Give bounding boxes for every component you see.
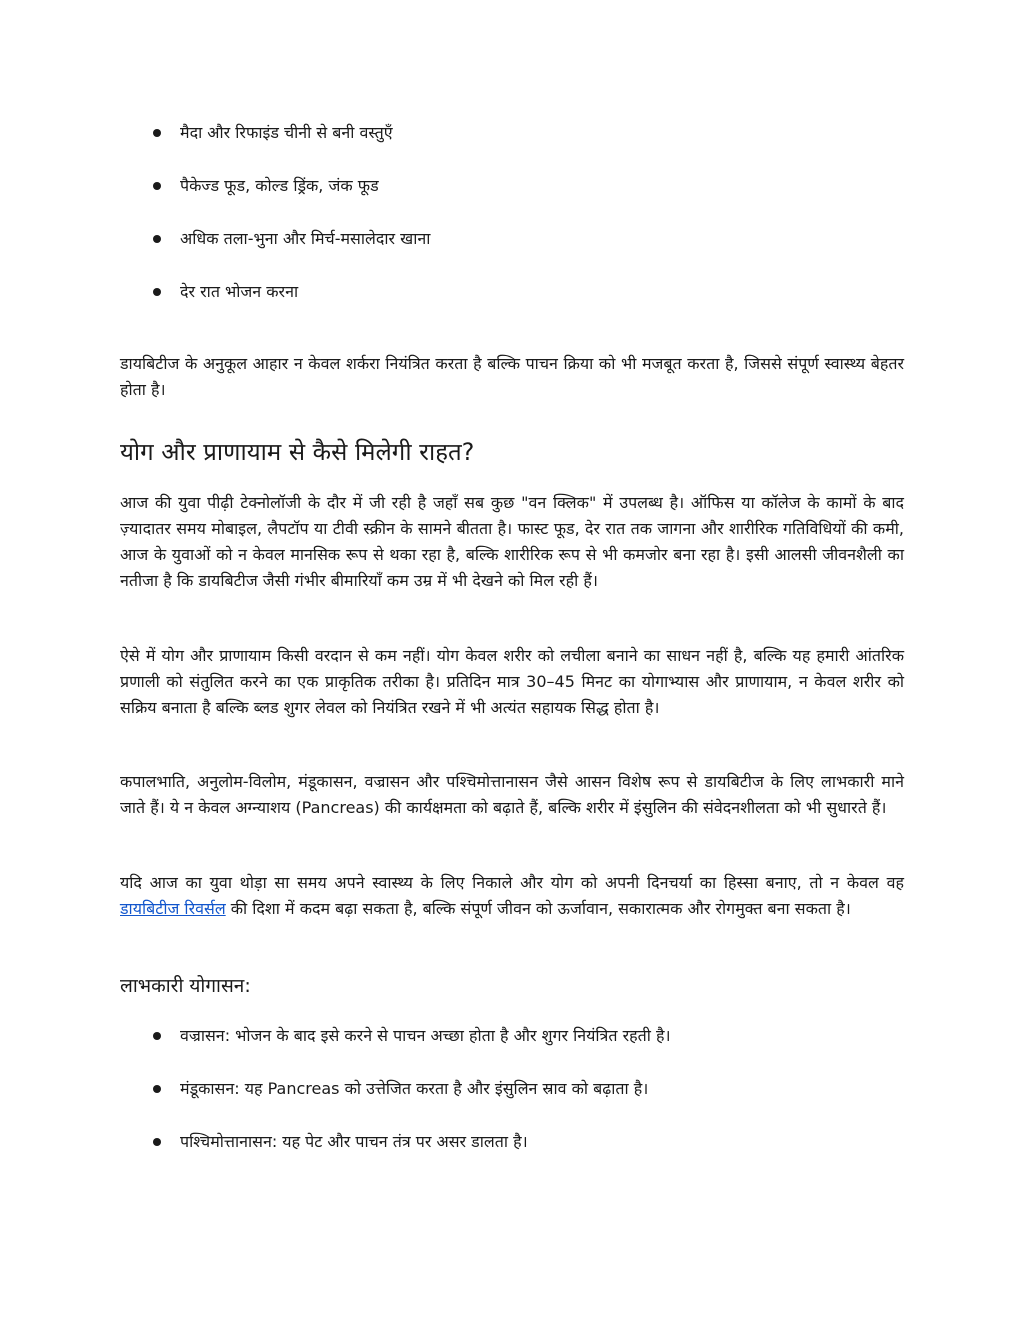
list-item-text: देर रात भोजन करना bbox=[180, 282, 299, 301]
subheading-beneficial-asanas: लाभकारी योगासन: bbox=[120, 975, 251, 997]
bullet-icon bbox=[153, 129, 161, 137]
bullet-icon bbox=[153, 288, 161, 296]
paragraph-conclusion bbox=[120, 870, 904, 922]
list-item-text: मंडूकासन: यह Pancreas को उत्तेजित करता है और इंसुलिन स्राव को बढ़ाता है। bbox=[180, 1079, 649, 1098]
diabetes-reversal-link[interactable]: डायबिटीज रिवर्सल bbox=[120, 899, 226, 918]
list-item-text: अधिक तला-भुना और मिर्च-मसालेदार खाना bbox=[180, 229, 431, 248]
paragraph-text-after-link: की दिशा में कदम बढ़ा सकता है, बल्कि संपूर्ण जीवन को ऊर्जावान, सकारात्मक और रोगमुक्त बना सकता है। bbox=[225, 899, 851, 918]
list-item-text: पैकेज्ड फूड, कोल्ड ड्रिंक, जंक फूड bbox=[180, 176, 379, 195]
bullet-icon bbox=[153, 235, 161, 243]
list-item-text: वज्रासन: भोजन के बाद इसे करने से पाचन अच्छा होता है और शुगर नियंत्रित रहती है। bbox=[180, 1026, 671, 1045]
bullet-icon bbox=[153, 1085, 161, 1093]
bullet-icon bbox=[153, 1032, 161, 1040]
section-heading: योग और प्राणायाम से कैसे मिलेगी राहत? bbox=[120, 438, 475, 466]
intro-paragraph: डायबिटीज के अनुकूल आहार न केवल शर्करा नियंत्रित करता है बल्कि पाचन क्रिया को भी मजबूत करता है, जिससे संपूर्ण स्वास्थ्य बेहतर होता है। bbox=[120, 354, 904, 399]
paragraph-text-before-link: यदि आज का युवा थोड़ा सा समय अपने स्वास्थ्य के लिए निकाले और योग को अपनी दिनचर्या का हिस्सा बनाए, तो न केवल वह bbox=[120, 873, 904, 892]
list-item-text: पश्चिमोत्तानासन: यह पेट और पाचन तंत्र पर असर डालता है। bbox=[180, 1132, 528, 1151]
list-item-text: मैदा और रिफाइंड चीनी से बनी वस्तुएँ bbox=[180, 123, 393, 142]
bullet-icon bbox=[153, 182, 161, 190]
paragraph-asanas: कपालभाति, अनुलोम-विलोम, मंडूकासन, वज्रासन और पश्चिमोत्तानासन जैसे आसन विशेष रूप से डायबिटीज के लिए लाभकारी माने जाते हैं। ये न केवल अग्न्याशय (Pancreas) की कार्यक्षमता को बढ़ाते हैं, बल्कि शरीर में इंसुलिन की संवेदनशीलता को भी सुधारते हैं। bbox=[120, 772, 904, 817]
paragraph-youth-lifestyle: आज की युवा पीढ़ी टेक्नोलॉजी के दौर में जी रही है जहाँ सब कुछ "वन क्लिक" में उपलब्ध है। ऑफिस या कॉलेज के कामों के बाद ज़्यादातर समय मोबाइल, लैपटॉप या टीवी स्क्रीन के सामने बीतता है। फास्ट फूड, देर रात तक जागना और शारीरिक गतिविधियों की कमी, आज के युवाओं को न केवल मानसिक रूप से थका रहा है, बल्कि शारीरिक रूप से भी कमजोर बना रहा है। इसी आलसी जीवनशैली का नतीजा है कि डायबिटीज जैसी गंभीर बीमारियाँ कम उम्र में भी देखने को मिल रही हैं। bbox=[120, 493, 904, 590]
bullet-icon bbox=[153, 1138, 161, 1146]
paragraph-yoga-benefits: ऐसे में योग और प्राणायाम किसी वरदान से कम नहीं। योग केवल शरीर को लचीला बनाने का साधन नहीं है, बल्कि यह हमारी आंतरिक प्रणाली को संतुलित करने का एक प्राकृतिक तरीका है। प्रतिदिन मात्र 30–45 मिनट का योगाभ्यास और प्राणायाम, न केवल शरीर को सक्रिय बनाता है बल्कि ब्लड शुगर लेवल को नियंत्रित रखने में भी अत्यंत सहायक सिद्ध होता है। bbox=[120, 646, 904, 717]
